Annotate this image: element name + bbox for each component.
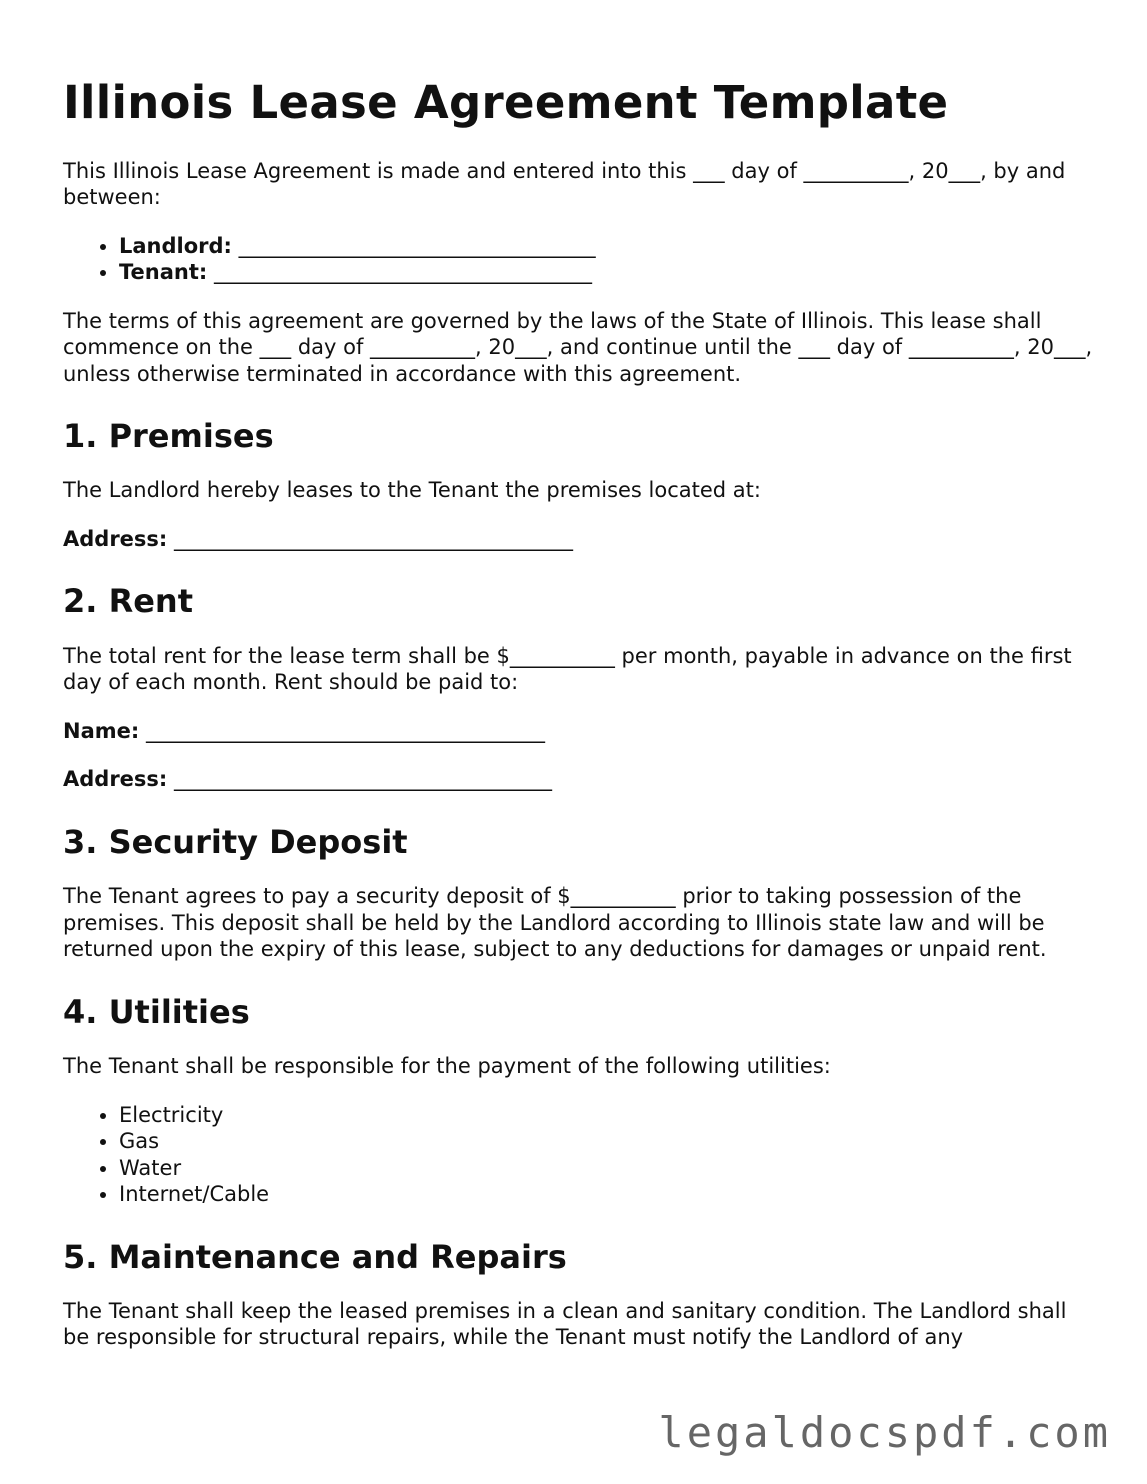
deposit-paragraph: The Tenant agrees to pay a security deposit of $__________ prior to taking possession of the premises. This deposit shall be held by the Landlord according to Illinois state law and will be returned upon the expiry of this lease, subject to any deductions for damages or unpaid rent. <box>63 884 1047 962</box>
utilities-list <box>63 1102 1093 1208</box>
landlord-label: Landlord: <box>119 233 232 258</box>
rent-address-blank: ____________________________________ <box>174 767 553 792</box>
rent-name-field <box>63 718 1093 745</box>
premises-paragraph: The Landlord hereby leases to the Tenant the premises located at: <box>63 478 761 503</box>
party-tenant <box>119 259 1093 286</box>
premises-address-field <box>63 526 1093 553</box>
maintenance-heading: 5. Maintenance and Repairs <box>63 1237 567 1276</box>
document-page <box>63 78 1093 1373</box>
utility-item: • Internet/Cable <box>119 1181 1093 1208</box>
utilities-paragraph: The Tenant shall be responsible for the payment of the following utilities: <box>63 1054 831 1079</box>
watermark-text: legaldocspdf.com <box>658 1408 1111 1457</box>
landlord-blank: __________________________________ <box>238 233 596 258</box>
premises-address-blank: ______________________________________ <box>174 526 574 551</box>
premises-heading: 1. Premises <box>63 417 274 455</box>
utility-item: • Gas <box>119 1128 1093 1155</box>
rent-paragraph: The total rent for the lease term shall be $__________ per month, payable in advance on the first day of each month. Rent should be paid to: <box>63 643 1072 695</box>
parties-list <box>63 233 1093 286</box>
intro-paragraph: This Illinois Lease Agreement is made and entered into this ___ day of __________, 20___, by and between: <box>63 158 1066 209</box>
utilities-heading: 4. Utilities <box>63 992 250 1031</box>
deposit-heading: 3. Security Deposit <box>63 822 408 861</box>
premises-address-label: Address: <box>63 526 168 551</box>
rent-name-label: Name: <box>63 718 140 743</box>
utility-item: • Water <box>119 1155 1093 1182</box>
maintenance-paragraph: The Tenant shall keep the leased premises in a clean and sanitary condition. The Landlord shall be responsible for structural repairs, while the Tenant must notify the Landlord of any <box>63 1298 1067 1350</box>
utility-item: • Electricity <box>119 1102 1093 1129</box>
rent-name-blank: ______________________________________ <box>145 718 545 743</box>
tenant-label: Tenant: <box>119 260 208 284</box>
document-title: Illinois Lease Agreement Template <box>63 76 949 129</box>
rent-address-field <box>63 766 1093 793</box>
tenant-blank: ____________________________________ <box>213 260 592 284</box>
party-landlord <box>119 233 1093 260</box>
terms-paragraph: The terms of this agreement are governed by the laws of the State of Illinois. This lease shall commence on the ___ day of __________, 20___, and continue until the ___ day of __________, 20___, unless otherwise terminated in accordance with this agreement. <box>63 308 1093 386</box>
rent-address-label: Address: <box>63 767 168 792</box>
rent-heading: 2. Rent <box>63 582 193 621</box>
